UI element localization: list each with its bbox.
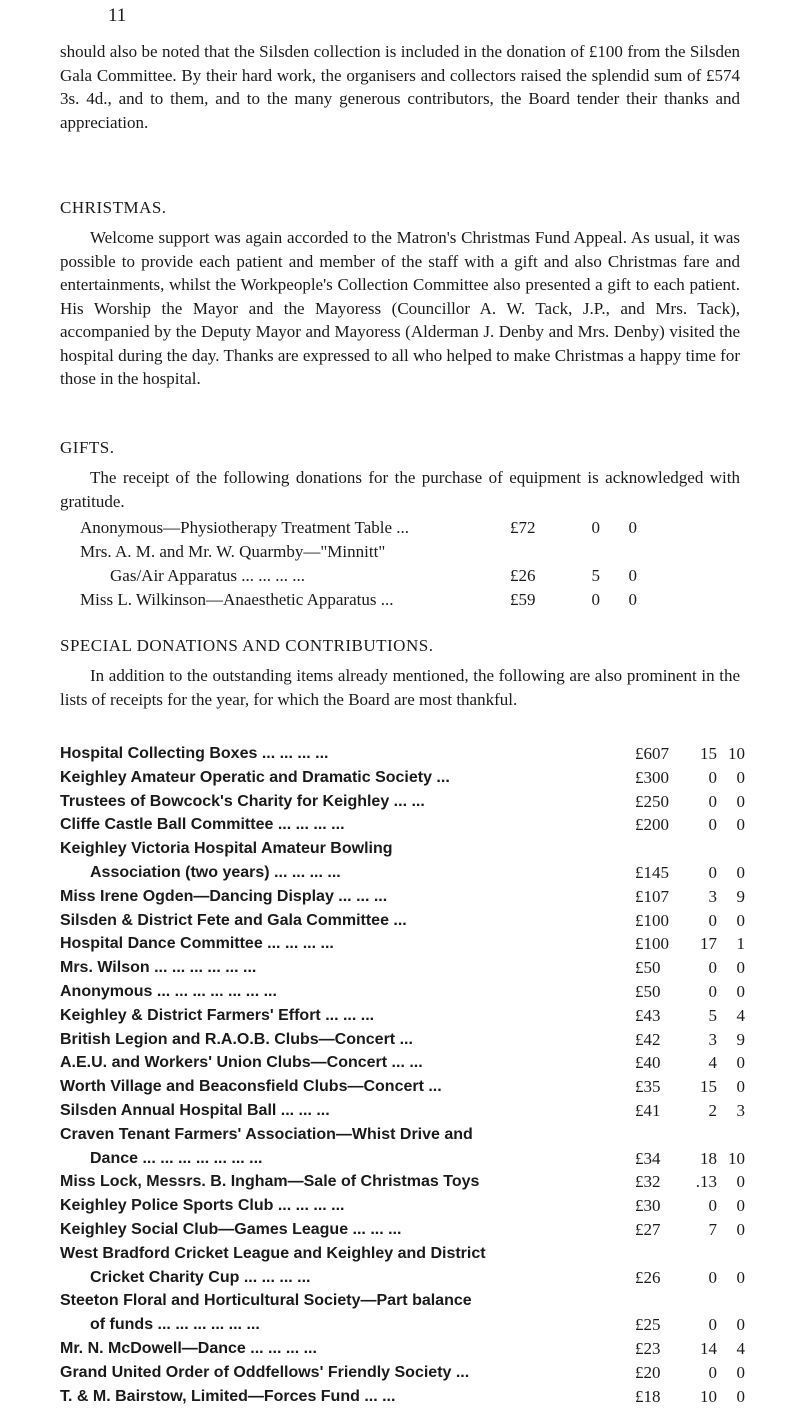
donation-shillings: 0 (708, 958, 717, 978)
special-heading: SPECIAL DONATIONS AND CONTRIBUTIONS. (60, 636, 434, 655)
gift-shillings: 0 (591, 518, 600, 537)
donation-pounds: £300 (635, 767, 669, 787)
donation-label: Hospital Dance Committee ... ... ... ... (60, 935, 334, 953)
gift-label: Anonymous—Physiotherapy Treatment Table ... (80, 518, 410, 537)
donation-shillings: 0 (708, 815, 717, 835)
donation-shillings: 0 (708, 863, 717, 882)
donation-row (60, 885, 760, 909)
donation-shillings: 10 (700, 1386, 717, 1406)
donation-pence: 0 (736, 958, 745, 978)
donation-label: Hospital Collecting Boxes ... ... ... ... (60, 745, 329, 762)
donation-row (60, 861, 760, 885)
special-intro: In addition to the outstanding items already mentioned, the following are also prominent in the lists of receipts for the year, for which the Board are most thankful. (60, 666, 740, 709)
donation-row (60, 1075, 760, 1099)
donation-shillings: 2 (708, 1101, 717, 1120)
donation-label: A.E.U. and Workers' Union Clubs—Concert ... ... (60, 1054, 423, 1072)
donation-label: T. & M. Bairstow, Limited—Forces Fund ... ... (60, 1387, 396, 1405)
donation-pounds: £43 (635, 1005, 661, 1025)
gifts-heading: GIFTS. (60, 438, 115, 457)
donation-row (60, 1099, 760, 1123)
donation-pounds: £40 (635, 1053, 661, 1073)
donation-label-continued: of funds ... ... ... ... ... ... (90, 1316, 260, 1334)
donation-pence: 3 (736, 1101, 745, 1120)
donation-label: Anonymous ... ... ... ... ... ... ... (60, 983, 277, 1000)
donation-label: Keighley & District Farmers' Effort ... ... ... (60, 1006, 375, 1024)
donation-pounds: £50 (635, 982, 661, 1001)
donation-pounds: £200 (635, 815, 669, 835)
donation-row (60, 1266, 760, 1290)
gift-shillings: 0 (591, 590, 600, 609)
donation-label: Silsden & District Fete and Gala Committee ... (60, 911, 407, 929)
donation-pounds: £34 (635, 1148, 661, 1168)
donation-pence: 10 (728, 744, 745, 763)
donation-pence: 0 (736, 815, 745, 835)
donation-label: Cliffe Castle Ball Committee ... ... ... ... (60, 816, 345, 834)
donation-shillings: 0 (708, 1267, 717, 1287)
donation-label: Keighley Victoria Hospital Amateur Bowling (60, 840, 393, 858)
donation-pounds: £23 (635, 1339, 661, 1358)
donation-pence: 0 (736, 1196, 745, 1216)
donation-label: Miss Irene Ogden—Dancing Display ... ... ... (60, 887, 388, 905)
donation-pence: 9 (736, 886, 745, 906)
donation-pounds: £250 (635, 791, 669, 811)
gift-row (80, 564, 740, 588)
christmas-paragraph: Welcome support was again accorded to the Matron's Christmas Fund Appeal. As usual, it was possible to provide each patient and member of the staff with a gift and also Christmas fare and entertainments, whilst the Workpeople's Collection Committee also presented a gift to each patient. His Worship the Mayor and the Mayoress (Councillor A. W. Tack, J.P., and Mrs. Tack), accompanied by the Deputy Mayor and Mayoress (Alderman J. Denby and Mrs. Denby) visited the hospital during the day. Thanks are expressed to all who helped to make Christmas a happy time for those in the hospital. (60, 228, 740, 388)
donation-pence: 0 (736, 1315, 745, 1335)
donation-shillings: 3 (708, 1029, 717, 1049)
donation-pounds: £50 (635, 958, 661, 978)
donation-row (60, 1385, 760, 1409)
donation-row (60, 790, 760, 814)
donation-shillings: 4 (708, 1053, 717, 1073)
donation-pence: 4 (736, 1005, 745, 1025)
donation-pence: 0 (736, 767, 745, 787)
donation-pounds: £27 (635, 1220, 661, 1239)
donation-label: British Legion and R.A.O.B. Clubs—Concert ... (60, 1030, 413, 1048)
gift-pence: 0 (628, 590, 637, 609)
donation-shillings: 5 (708, 1005, 717, 1025)
donation-shillings: 0 (708, 1196, 717, 1216)
donation-pence: 0 (736, 910, 745, 930)
donation-label: Mr. N. McDowell—Dance ... ... ... ... (60, 1340, 317, 1357)
donation-label: Silsden Annual Hospital Ball ... ... ... (60, 1102, 330, 1119)
donation-pounds: £100 (635, 910, 669, 930)
donation-row (60, 956, 760, 980)
gift-shillings: 5 (591, 566, 600, 585)
gift-pounds: £72 (510, 518, 536, 537)
donation-pounds: £100 (635, 934, 669, 954)
donation-row (60, 813, 760, 837)
donation-pounds: £18 (635, 1386, 661, 1406)
donation-pence: 0 (736, 791, 745, 811)
donation-pence: 0 (736, 1172, 745, 1192)
donation-row (60, 1170, 760, 1194)
donation-row (60, 742, 760, 766)
donation-pence: 0 (736, 1077, 745, 1097)
donation-shillings: 15 (700, 744, 717, 763)
donation-label: Craven Tenant Farmers' Association—Whist Drive and (60, 1125, 473, 1143)
donation-row (60, 1004, 760, 1028)
gifts-intro: The receipt of the following donations for the purchase of equipment is acknowledged with gratitude. (60, 468, 740, 511)
donation-pence: 0 (736, 1362, 745, 1382)
donation-pounds: £25 (635, 1315, 661, 1335)
donation-row (60, 1194, 760, 1218)
donation-shillings: 14 (700, 1339, 717, 1358)
donation-row (60, 1337, 760, 1361)
donation-pence: 0 (736, 1053, 745, 1073)
donation-label: Keighley Amateur Operatic and Dramatic Society ... (60, 768, 450, 786)
donation-pounds: £107 (635, 886, 669, 906)
gift-pounds: £26 (510, 566, 536, 585)
donation-row (60, 909, 760, 933)
donation-shillings: 0 (708, 767, 717, 787)
donation-row (60, 1051, 760, 1075)
donation-pence: 0 (736, 863, 745, 882)
donation-shillings: .13 (695, 1172, 717, 1192)
donation-pounds: £30 (635, 1196, 661, 1216)
donation-shillings: 0 (708, 910, 717, 930)
donation-label: Worth Village and Beaconsfield Clubs—Concert ... (60, 1078, 442, 1096)
donation-shillings: 0 (708, 1362, 717, 1382)
donation-shillings: 7 (708, 1220, 717, 1239)
donation-pounds: £41 (635, 1101, 661, 1120)
donation-row (60, 932, 760, 956)
donation-pounds: £42 (635, 1029, 661, 1049)
gift-pounds: £59 (510, 590, 536, 609)
donation-pence: 9 (736, 1029, 745, 1049)
donation-pounds: £607 (635, 744, 669, 763)
donation-pounds: £32 (635, 1172, 661, 1192)
donation-shillings: 0 (708, 1315, 717, 1335)
donation-shillings: 17 (700, 934, 717, 954)
donation-pounds: £20 (635, 1362, 661, 1382)
donation-shillings: 15 (700, 1077, 717, 1097)
donation-label: Keighley Social Club—Games League ... ... ... (60, 1221, 402, 1238)
gift-label-continued: Gas/Air Apparatus ... ... ... ... (110, 566, 306, 585)
donation-pence: 10 (728, 1148, 745, 1168)
donation-pounds: £145 (635, 863, 669, 882)
donation-label-continued: Cricket Charity Cup ... ... ... ... (90, 1268, 311, 1286)
donation-label-continued: Dance ... ... ... ... ... ... ... (90, 1149, 263, 1167)
donation-row (60, 1147, 760, 1171)
donation-row (60, 1313, 760, 1337)
gift-row (80, 588, 740, 612)
donation-label: Keighley Police Sports Club ... ... ... ... (60, 1197, 345, 1215)
gift-label: Mrs. A. M. and Mr. W. Quarmby—"Minnitt" (80, 542, 386, 561)
gift-pence: 0 (628, 518, 637, 537)
page-number: 11 (108, 5, 127, 26)
donation-pence: 4 (736, 1339, 745, 1358)
donation-pence: 0 (736, 1220, 745, 1239)
donation-label: Trustees of Bowcock's Charity for Keighley ... ... (60, 792, 425, 810)
gift-label: Miss L. Wilkinson—Anaesthetic Apparatus ... (80, 590, 394, 609)
donation-row (60, 1361, 760, 1385)
donation-row (60, 1028, 760, 1052)
gift-pence: 0 (628, 566, 637, 585)
intro-paragraph: should also be noted that the Silsden collection is included in the donation of £100 from the Silsden Gala Committee. By their hard work, the organisers and collectors raised the splendid sum of £574 3s. 4d., and to them, and to the many generous contributors, the Board tender their thanks and appreciation. (60, 42, 740, 132)
gift-row (80, 516, 740, 540)
donation-pounds: £35 (635, 1077, 661, 1097)
donation-row (60, 766, 760, 790)
donation-label: West Bradford Cricket League and Keighley and District (60, 1244, 486, 1262)
donation-label: Steeton Floral and Horticultural Society—Part balance (60, 1292, 472, 1310)
donation-row (60, 980, 760, 1004)
donation-pence: 0 (736, 1267, 745, 1287)
donation-pence: 0 (736, 982, 745, 1001)
donation-shillings: 0 (708, 982, 717, 1001)
donation-row (60, 1218, 760, 1242)
donation-label: Grand United Order of Oddfellows' Friendly Society ... (60, 1363, 470, 1381)
donation-pence: 0 (736, 1386, 745, 1406)
donation-label: Mrs. Wilson ... ... ... ... ... ... (60, 959, 257, 977)
donation-pounds: £26 (635, 1267, 661, 1287)
donation-shillings: 18 (700, 1148, 717, 1168)
gift-row (80, 540, 740, 564)
donation-shillings: 0 (708, 791, 717, 811)
donation-shillings: 3 (708, 886, 717, 906)
christmas-heading: CHRISTMAS. (60, 198, 167, 217)
donation-label: Miss Lock, Messrs. B. Ingham—Sale of Christmas Toys (60, 1173, 480, 1191)
donation-pence: 1 (736, 934, 745, 954)
donation-label-continued: Association (two years) ... ... ... ... (90, 864, 341, 881)
